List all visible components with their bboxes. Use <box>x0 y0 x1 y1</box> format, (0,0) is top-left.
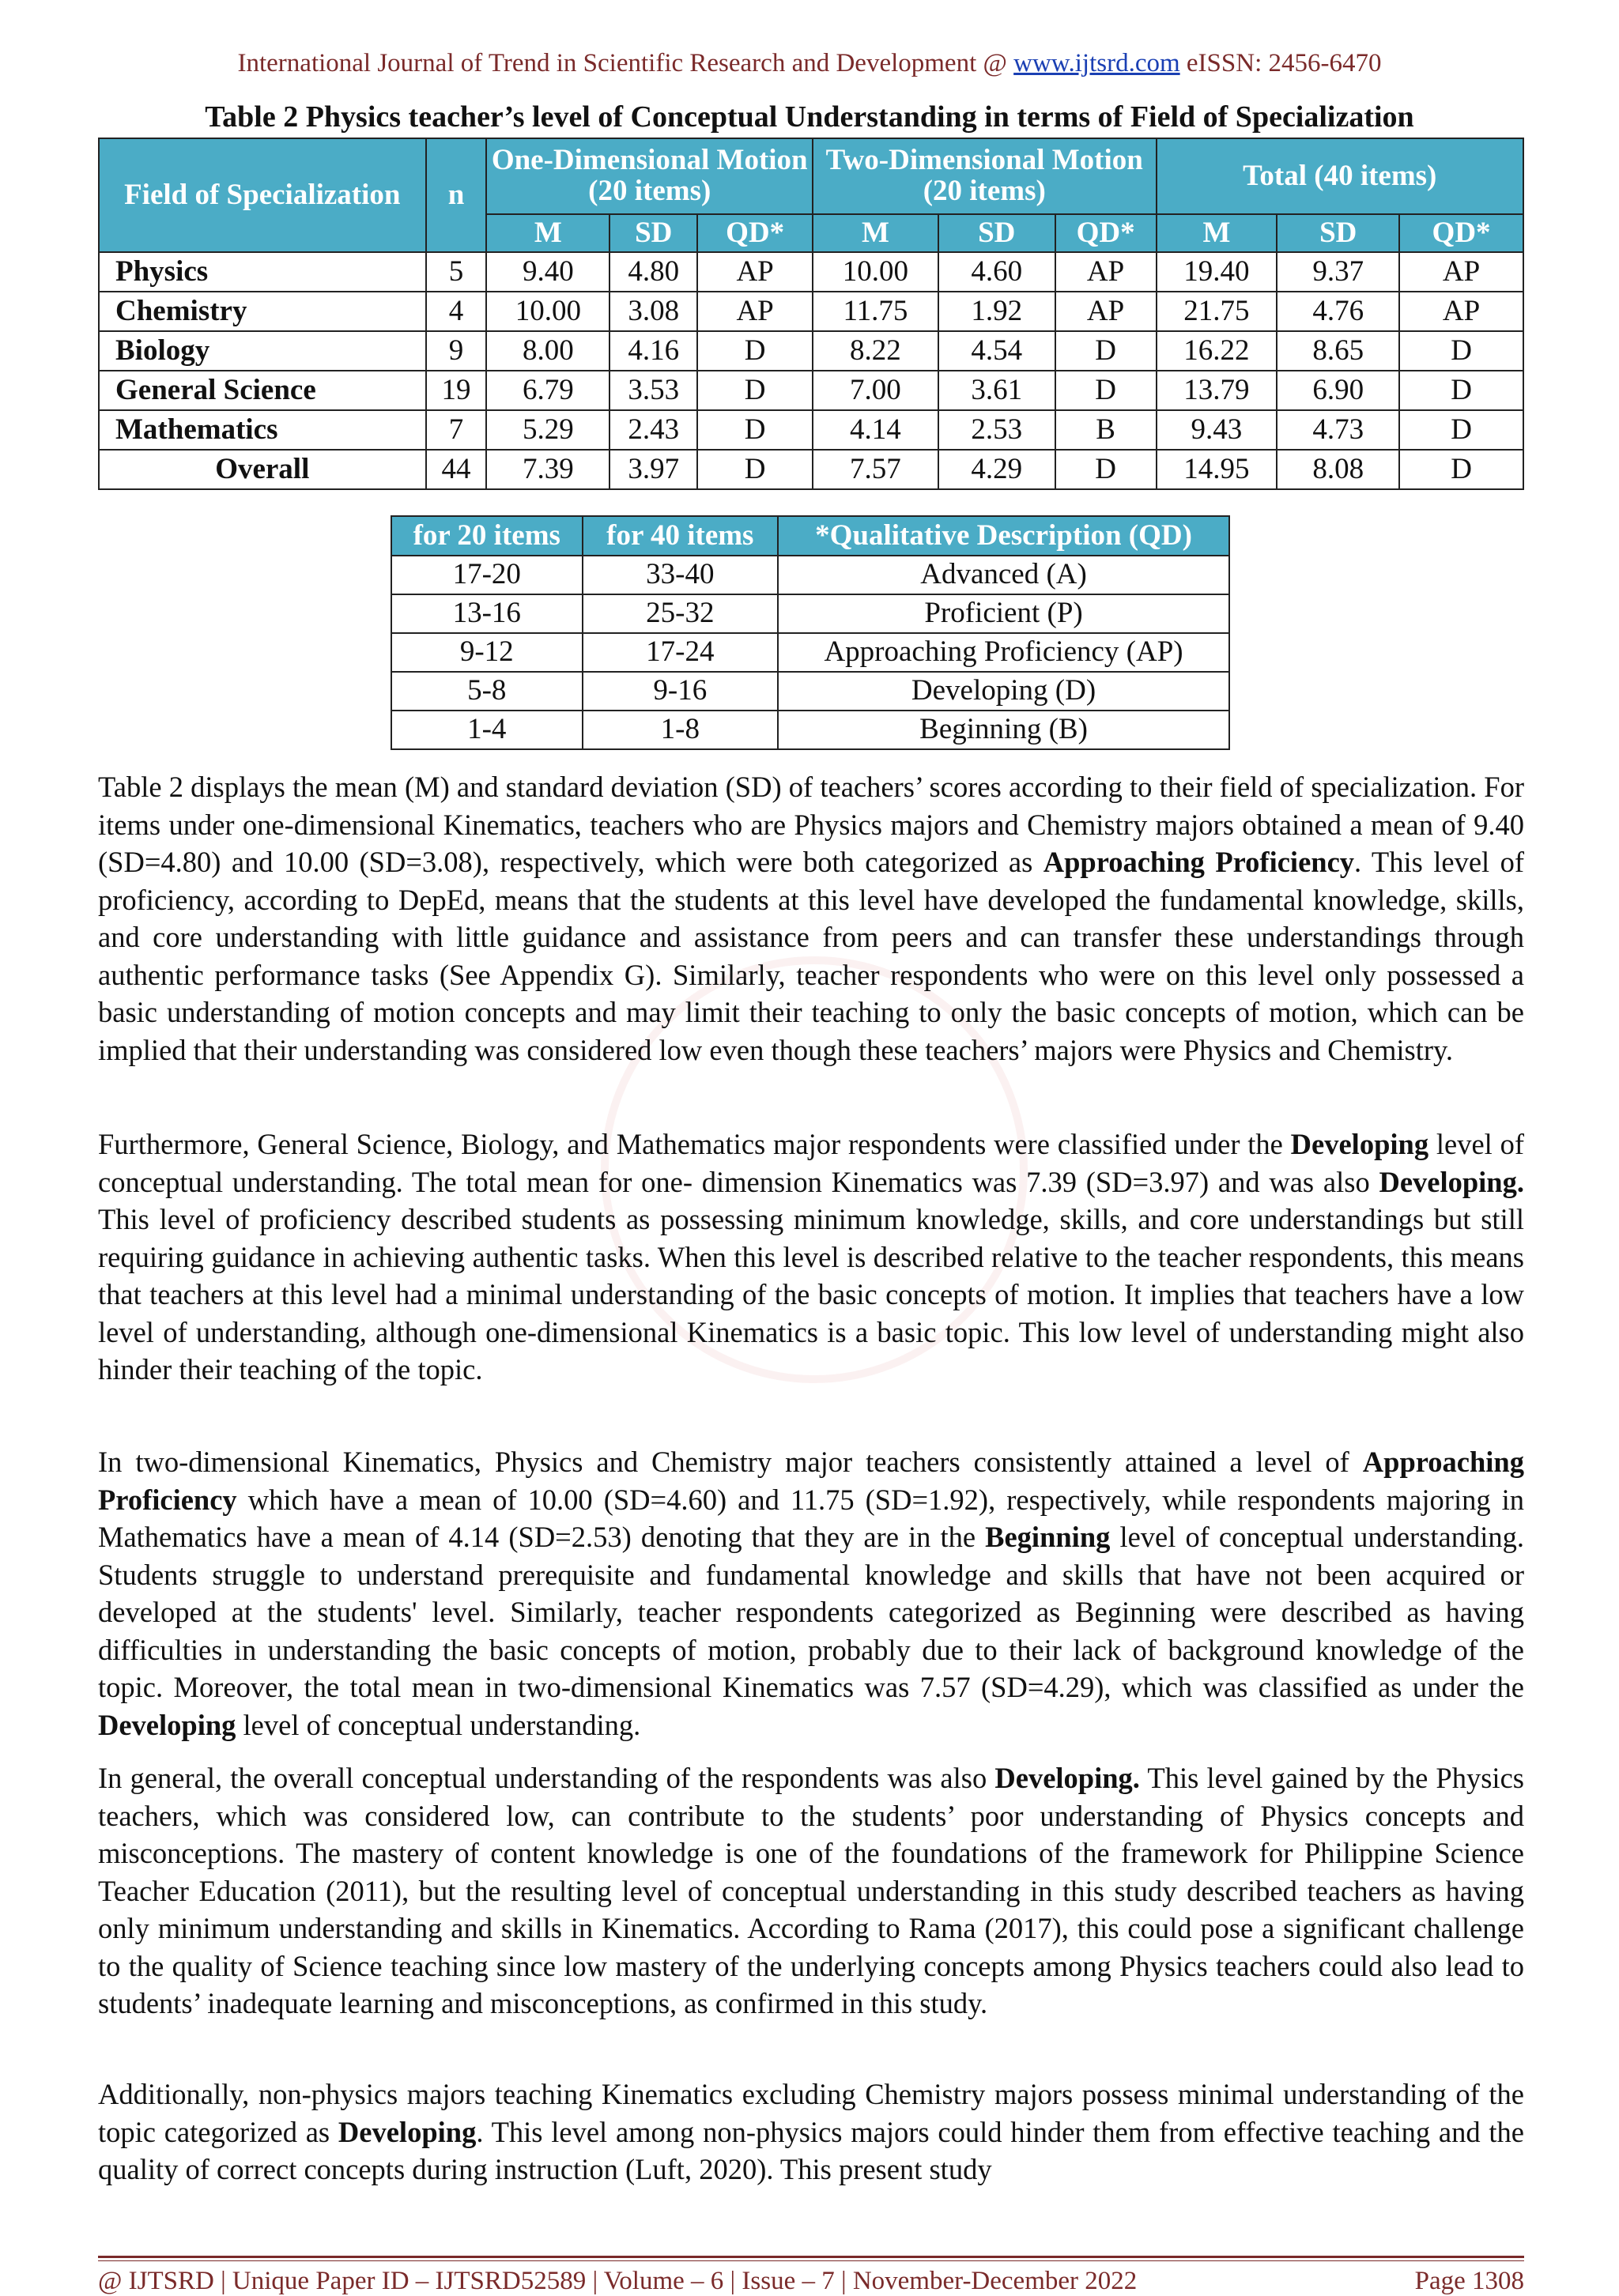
paragraph-1 <box>98 768 1524 1069</box>
table-row <box>99 331 1523 371</box>
table-row <box>99 410 1523 450</box>
table2-title: Table 2 Physics teacher’s level of Conceptual Understanding in terms of Field of Specialization <box>205 100 1414 134</box>
paragraph-4 <box>98 1759 1524 2023</box>
table-row <box>391 594 1229 633</box>
value-cell: 5.29 <box>486 410 609 450</box>
value-cell: AP <box>1399 252 1523 292</box>
value-cell: D <box>697 331 813 371</box>
value-cell: D <box>1399 450 1523 489</box>
field-cell: Mathematics <box>99 410 426 450</box>
qd-cell: 17-20 <box>391 556 583 594</box>
qd-cell: Developing (D) <box>778 672 1229 711</box>
value-cell: 4.60 <box>938 252 1055 292</box>
sub-header: SD <box>1277 214 1399 252</box>
value-cell: D <box>1055 450 1157 489</box>
value-cell: AP <box>697 292 813 331</box>
value-cell: AP <box>1055 292 1157 331</box>
text-run: . This level among non-physics majors could hinder them from effective teaching and the quality of correct concepts during instruction (Luft, 2020). This present study <box>98 2115 1525 2185</box>
page-footer <box>98 2267 1524 2296</box>
table-row <box>99 450 1523 489</box>
bold-run: Approaching Proficiency <box>98 1446 1524 1516</box>
sub-header: M <box>1157 214 1277 252</box>
value-cell: 16.22 <box>1157 331 1277 371</box>
value-cell: 19.40 <box>1157 252 1277 292</box>
text-run: Furthermore, General Science, Biology, and Mathematics major respondents were classified under the <box>98 1128 1291 1160</box>
text-run: Additionally, non-physics majors teaching Kinematics excluding Chemistry majors possess minimal understanding of the topic categorized as <box>98 2078 1524 2148</box>
value-cell: 21.75 <box>1157 292 1277 331</box>
sub-header: QD* <box>1055 214 1157 252</box>
qd-cell: 1-8 <box>583 711 779 749</box>
value-cell: 9.37 <box>1277 252 1399 292</box>
qd-cell: Beginning (B) <box>778 711 1229 749</box>
text-run: This level of proficiency described students as possessing minimum knowledge, skills, and core understandings but still requiring guidance in achieving authentic tasks. When this level is described relative to the teacher respondents, this means that teachers at this level had a minimal understanding of the basic concepts of motion. It implies that teachers have a low level of understanding, although one-dimensional Kinematics is a basic topic. This low level of understanding might also hinder their teaching of the topic. <box>98 1203 1524 1386</box>
n-cell: 44 <box>426 450 487 489</box>
value-cell: 6.90 <box>1277 371 1399 410</box>
value-cell: 3.53 <box>609 371 697 410</box>
value-cell: 13.79 <box>1157 371 1277 410</box>
sub-header: M <box>486 214 609 252</box>
value-cell: 4.73 <box>1277 410 1399 450</box>
table-row <box>391 556 1229 594</box>
qd-legend-table <box>391 515 1230 750</box>
footer-citation: @ IJTSRD | Unique Paper ID – IJTSRD52589 | Volume – 6 | Issue – 7 | November-December 2022 <box>98 2267 1138 2295</box>
paragraph-2 <box>98 1125 1524 1389</box>
value-cell: 2.43 <box>609 410 697 450</box>
qd-cell: 33-40 <box>583 556 779 594</box>
value-cell: D <box>1399 371 1523 410</box>
n-cell: 9 <box>426 331 487 371</box>
table-row <box>391 672 1229 711</box>
value-cell: 1.92 <box>938 292 1055 331</box>
value-cell: 10.00 <box>813 252 938 292</box>
table-row <box>391 633 1229 672</box>
footer-rule-thin <box>98 2260 1524 2261</box>
value-cell: 8.08 <box>1277 450 1399 489</box>
bold-run: Developing <box>338 2115 477 2148</box>
value-cell: 3.61 <box>938 371 1055 410</box>
qd-cell: 25-32 <box>583 594 779 633</box>
qd-cell: 9-16 <box>583 672 779 711</box>
value-cell: 4.76 <box>1277 292 1399 331</box>
value-cell: AP <box>697 252 813 292</box>
qd-cell: Proficient (P) <box>778 594 1229 633</box>
group-header-total: Total (40 items) <box>1157 138 1524 214</box>
sub-header: QD* <box>697 214 813 252</box>
value-cell: D <box>697 450 813 489</box>
table2-body <box>99 252 1523 489</box>
value-cell: 3.97 <box>609 450 697 489</box>
n-cell: 4 <box>426 292 487 331</box>
qd-header-20: for 20 items <box>391 516 583 556</box>
value-cell: 9.40 <box>486 252 609 292</box>
table-row <box>99 292 1523 331</box>
bold-run: Developing <box>98 1708 236 1741</box>
field-cell: General Science <box>99 371 426 410</box>
sub-header: SD <box>938 214 1055 252</box>
value-cell: 2.53 <box>938 410 1055 450</box>
value-cell: 4.14 <box>813 410 938 450</box>
value-cell: 9.43 <box>1157 410 1277 450</box>
text-run: Table 2 displays the mean (M) and standard deviation (SD) of teachers’ scores according to their field of specialization. For items under one-dimensional Kinematics, teachers who are Physics majors and Chemistry majors obtained a mean of 9.40 (SD=4.80) and 10.00 (SD=3.08), respectively, which were both categorized as <box>98 771 1524 878</box>
qd-cell: 9-12 <box>391 633 583 672</box>
value-cell: 4.29 <box>938 450 1055 489</box>
qd-cell: Advanced (A) <box>778 556 1229 594</box>
field-cell: Overall <box>99 450 426 489</box>
text-run: In two-dimensional Kinematics, Physics and Chemistry major teachers consistently attained a level of <box>98 1446 1363 1478</box>
paragraph-3 <box>98 1443 1524 1744</box>
qd-cell: 1-4 <box>391 711 583 749</box>
field-cell: Biology <box>99 331 426 371</box>
value-cell: B <box>1055 410 1157 450</box>
group-header-two-dim: Two-Dimensional Motion (20 items) <box>813 138 1156 214</box>
value-cell: 14.95 <box>1157 450 1277 489</box>
value-cell: 8.22 <box>813 331 938 371</box>
sub-header: M <box>813 214 938 252</box>
value-cell: D <box>1399 410 1523 450</box>
header-prefix: International Journal of Trend in Scientific Research and Development @ <box>237 49 1014 77</box>
n-cell: 19 <box>426 371 487 410</box>
table-row <box>391 711 1229 749</box>
bold-run: Beginning <box>985 1521 1111 1553</box>
bold-run: Developing. <box>1379 1165 1524 1198</box>
value-cell: 8.65 <box>1277 331 1399 371</box>
group-header-one-dim: One-Dimensional Motion (20 items) <box>486 138 813 214</box>
value-cell: 3.08 <box>609 292 697 331</box>
value-cell: D <box>1055 371 1157 410</box>
text-run: . This level of proficiency, according to DepEd, means that the students at this level have developed the fundamental knowledge, skills, and core understanding with little guidance and assistance from peers and can transfer these understandings through authentic performance tasks (See Appendix G). Similarly, teacher respondents who were on this level only possessed a basic understanding of motion concepts and may limit their teaching to only the basic concepts of motion, which can be implied that their understanding was considered low even though these teachers’ majors were Physics and Chemistry. <box>98 846 1524 1066</box>
value-cell: 4.80 <box>609 252 697 292</box>
field-cell: Chemistry <box>99 292 426 331</box>
footer-rule <box>98 2256 1524 2258</box>
page-number: Page 1308 <box>1414 2267 1524 2295</box>
qd-cell: 17-24 <box>583 633 779 672</box>
text-run: level of conceptual understanding. <box>236 1708 641 1741</box>
text-run: which have a mean of 10.00 (SD=4.60) and 11.75 (SD=1.92), respectively, while respondents majoring in Mathematics have a mean of 4.14 (SD=2.53) denoting that they are in the <box>98 1483 1524 1553</box>
text-run: level of conceptual understanding. Students struggle to understand prerequisite and fundamental knowledge and skills that have not been acquired or developed at the students' level. Similarly, teacher respondents categorized as Beginning were described as having difficulties in understanding the basic concepts of motion, probably due to their lack of background knowledge of the topic. Moreover, the total mean in two-dimensional Kinematics was 7.57 (SD=4.29), which was classified as under the <box>98 1521 1524 1703</box>
table2 <box>98 138 1524 490</box>
header-suffix: eISSN: 2456-6470 <box>1179 49 1382 77</box>
qd-header-desc: *Qualitative Description (QD) <box>778 516 1229 556</box>
journal-url-link[interactable]: www.ijtsrd.com <box>1013 49 1180 77</box>
value-cell: D <box>1055 331 1157 371</box>
sub-header: QD* <box>1399 214 1523 252</box>
bold-run: Developing <box>1290 1128 1429 1160</box>
qd-cell: 13-16 <box>391 594 583 633</box>
table-row <box>99 371 1523 410</box>
qd-header-40: for 40 items <box>583 516 779 556</box>
field-cell: Physics <box>99 252 426 292</box>
value-cell: 11.75 <box>813 292 938 331</box>
value-cell: 7.39 <box>486 450 609 489</box>
col-header-field: Field of Specialization <box>99 138 426 252</box>
qd-cell: 5-8 <box>391 672 583 711</box>
value-cell: D <box>697 371 813 410</box>
n-cell: 7 <box>426 410 487 450</box>
value-cell: 7.00 <box>813 371 938 410</box>
value-cell: D <box>697 410 813 450</box>
value-cell: 4.16 <box>609 331 697 371</box>
text-run: In general, the overall conceptual understanding of the respondents was also <box>98 1762 995 1794</box>
n-cell: 5 <box>426 252 487 292</box>
value-cell: 6.79 <box>486 371 609 410</box>
value-cell: AP <box>1055 252 1157 292</box>
bold-run: Developing. <box>994 1762 1140 1794</box>
sub-header: SD <box>609 214 697 252</box>
text-run: This level gained by the Physics teachers, which was considered low, can contribute to the students’ poor understanding of Physics concepts and misconceptions. The mastery of content knowledge is one of the foundations of the framework for Philippine Science Teacher Education (2011), but the resulting level of conceptual understanding in this study described teachers as having only minimum understanding and skills in Kinematics. According to Rama (2017), this could pose a significant challenge to the quality of Science teaching since low mastery of the underlying concepts among Physics teachers could also lead to students’ inadequate learning and misconceptions, as confirmed in this study. <box>98 1762 1524 2019</box>
col-header-n: n <box>426 138 487 252</box>
value-cell: D <box>1399 331 1523 371</box>
value-cell: 4.54 <box>938 331 1055 371</box>
value-cell: 10.00 <box>486 292 609 331</box>
value-cell: 7.57 <box>813 450 938 489</box>
table-row <box>99 252 1523 292</box>
qd-cell: Approaching Proficiency (AP) <box>778 633 1229 672</box>
value-cell: AP <box>1399 292 1523 331</box>
value-cell: 8.00 <box>486 331 609 371</box>
bold-run: Approaching Proficiency <box>1043 846 1355 878</box>
journal-header <box>0 49 1619 78</box>
paragraph-5 <box>98 2075 1524 2189</box>
qd-body <box>391 556 1229 749</box>
text-run: level of conceptual understanding. The total mean for one- dimension Kinematics was 7.39 (SD=3.97) and was also <box>98 1128 1524 1198</box>
